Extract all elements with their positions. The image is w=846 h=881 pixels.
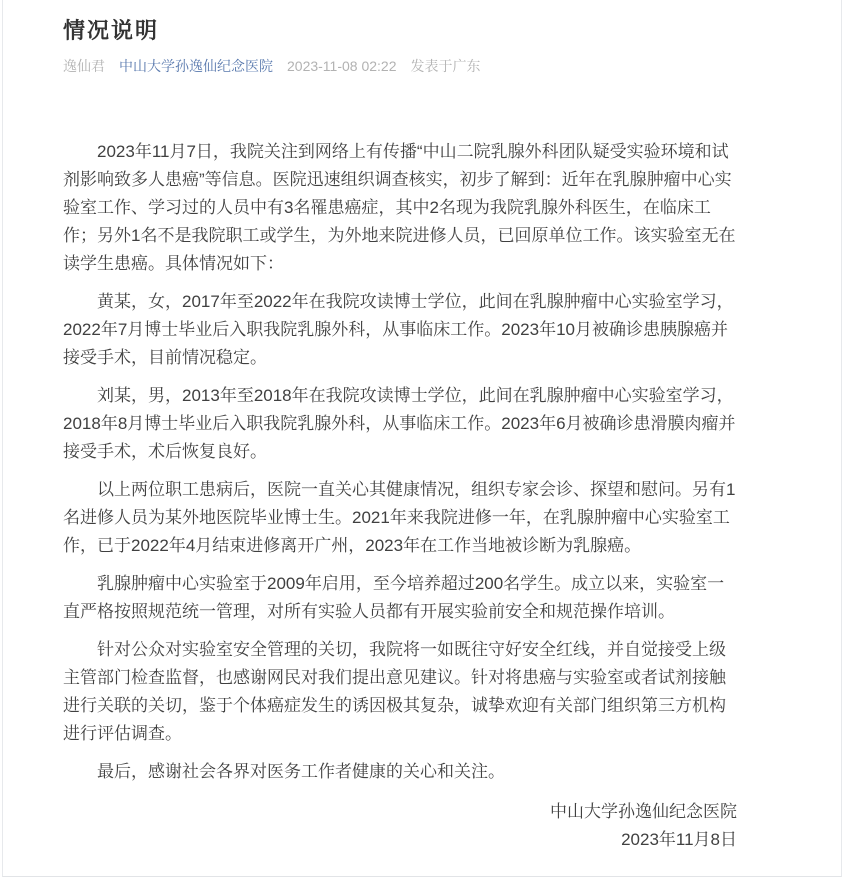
signature-date: 2023年11月8日 — [621, 830, 737, 849]
post-meta — [63, 56, 737, 76]
source-link[interactable]: 中山大学孙逸仙纪念医院 — [119, 58, 273, 74]
statement-content — [63, 0, 737, 854]
article-body — [63, 138, 737, 786]
post-location: 发表于广东 — [410, 58, 481, 74]
statement-card — [2, 0, 842, 877]
article-paragraph: 刘某，男，2013年至2018年在我院攻读博士学位，此间在乳腺肿瘤中心实验室学习，2018年8月博士毕业后入职我院乳腺外科，从事临床工作。2023年6月被确诊患滑膜肉瘤并接受手术，术后恢复良好。 — [63, 386, 736, 461]
article-paragraph: 乳腺肿瘤中心实验室于2009年启用，至今培养超过200名学生。成立以来，实验室一直严格按照规范统一管理，对所有实验人员都有开展实验前安全和规范操作培训。 — [63, 574, 725, 621]
signature-block — [63, 798, 737, 854]
author-name[interactable]: 逸仙君 — [63, 58, 105, 74]
article-paragraph: 黄某，女，2017年至2022年在我院攻读博士学位，此间在乳腺肿瘤中心实验室学习，2022年7月博士毕业后入职我院乳腺外科，从事临床工作。2023年10月被确诊患胰腺癌并接受手术，目前情况稳定。 — [63, 292, 734, 367]
post-timestamp: 2023-11-08 02:22 — [287, 58, 397, 74]
signature-org: 中山大学孙逸仙纪念医院 — [550, 802, 737, 821]
article-paragraph: 针对公众对实验室安全管理的关切，我院将一如既往守好安全红线，并自觉接受上级主管部门检查监督，也感谢网民对我们提出意见建议。针对将患癌与实验室或者试剂接触进行关联的关切，鉴于个体癌症发生的诱因极其复杂，诚挚欢迎有关部门组织第三方机构进行评估调查。 — [63, 640, 726, 743]
article-paragraph: 2023年11月7日，我院关注到网络上有传播“中山二院乳腺外科团队疑受实验环境和试剂影响致多人患癌”等信息。医院迅速组织调查核实，初步了解到：近年在乳腺肿瘤中心实验室工作、学习过的人员中有3名罹患癌症，其中2名现为我院乳腺外科医生，在临床工作；另外1名不是我院职工或学生，为外地来院进修人员，已回原单位工作。该实验室无在读学生患癌。具体情况如下： — [63, 142, 736, 273]
article-paragraph: 最后，感谢社会各界对医务工作者健康的关心和关注。 — [97, 762, 505, 781]
page-title: 情况说明 — [63, 18, 160, 43]
article-paragraph: 以上两位职工患病后，医院一直关心其健康情况，组织专家会诊、探望和慰问。另有1名进修人员为某外地医院毕业博士生。2021年来我院进修一年，在乳腺肿瘤中心实验室工作，已于2022年4月结束进修离开广州，2023年在工作当地被诊断为乳腺癌。 — [63, 480, 736, 555]
